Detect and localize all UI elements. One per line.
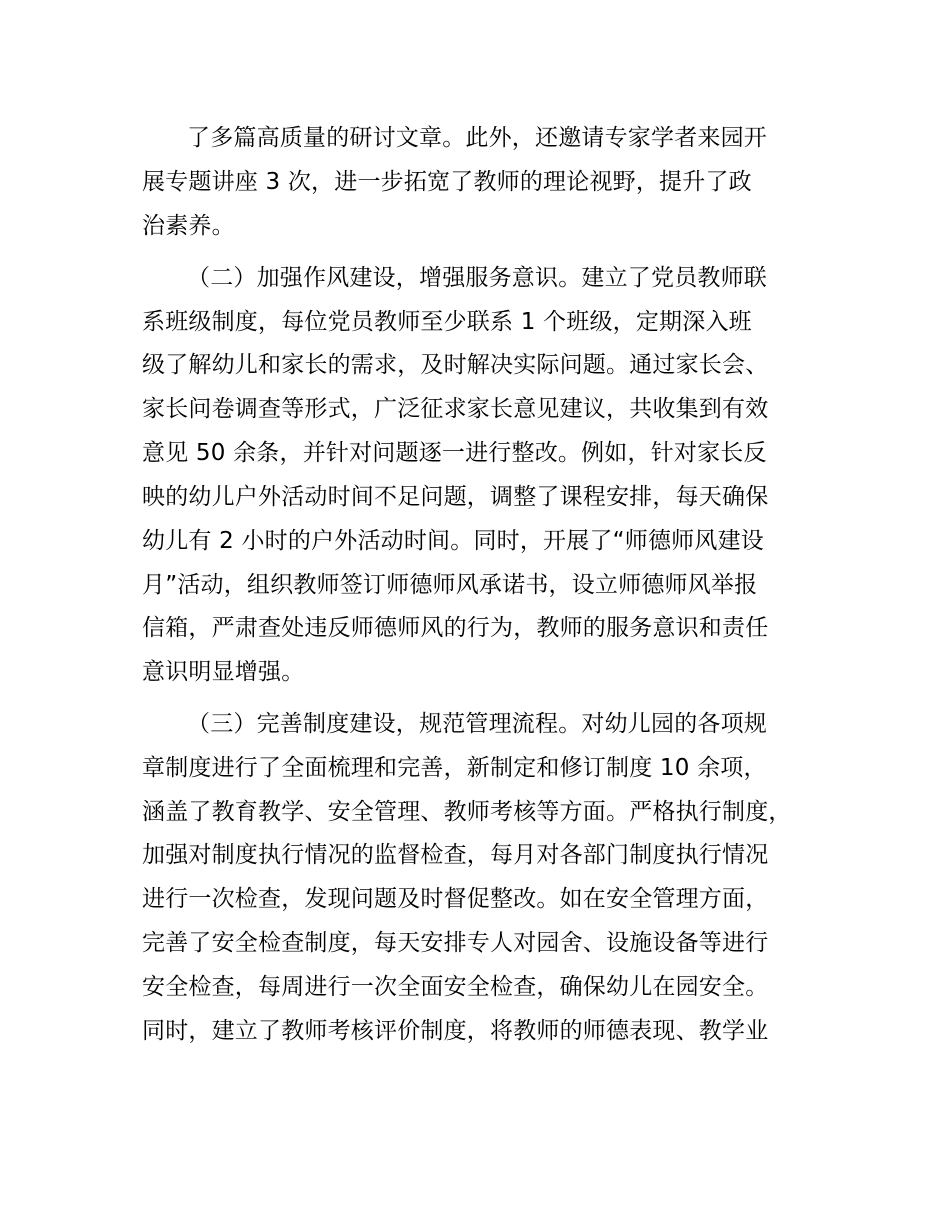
paragraph-2-line-7: 幼儿有 2 小时的户外活动时间。同时，开展了“师德师风建设 xyxy=(142,528,764,554)
paragraph-3-line-3: 涵盖了教育教学、安全管理、教师考核等方面。严格执行制度， xyxy=(142,799,792,825)
paragraph-1-line-2: 展专题讲座 3 次，进一步拓宽了教师的理论视野，提升了政 xyxy=(142,169,752,195)
paragraph-2-line-4: 家长问卷调查等形式，广泛征求家长意见建议，共收集到有效 xyxy=(142,396,769,422)
paragraph-3-line-5: 进行一次检查，发现问题及时督促整改。如在安全管理方面， xyxy=(142,886,769,912)
paragraph-2-line-8: 月”活动，组织教师签订师德师风承诺书，设立师德师风举报 xyxy=(142,572,758,598)
paragraph-2-line-6: 映的幼儿户外活动时间不足问题，调整了课程安排，每天确保 xyxy=(142,484,769,510)
paragraph-3-line-7: 安全检查，每周进行一次全面安全检查，确保幼儿在园安全。 xyxy=(142,974,769,1000)
paragraph-3-line-2: 章制度进行了全面梳理和完善，新制定和修订制度 10 余项， xyxy=(142,755,767,781)
paragraph-2-line-1: （二）加强作风建设，增强服务意识。建立了党员教师联 xyxy=(187,265,767,291)
paragraph-2-line-2: 系班级制度，每位党员教师至少联系 1 个班级，定期深入班 xyxy=(142,309,752,335)
paragraph-2-line-10: 意识明显增强。 xyxy=(142,659,305,685)
paragraph-3-line-6: 完善了安全检查制度，每天安排专人对园舍、设施设备等进行 xyxy=(142,930,769,956)
paragraph-2-line-9: 信箱，严肃查处违反师德师风的行为，教师的服务意识和责任 xyxy=(142,615,769,641)
paragraph-1-line-1: 了多篇高质量的研讨文章。此外，还邀请专家学者来园开 xyxy=(187,125,767,151)
paragraph-1-line-3: 治素养。 xyxy=(142,213,235,239)
paragraph-2-line-3: 级了解幼儿和家长的需求，及时解决实际问题。通过家长会、 xyxy=(142,352,769,378)
paragraph-3-line-8: 同时，建立了教师考核评价制度，将教师的师德表现、教学业 xyxy=(142,1018,769,1044)
paragraph-3-line-4: 加强对制度执行情况的监督检查，每月对各部门制度执行情况 xyxy=(142,842,769,868)
paragraph-3-line-1: （三）完善制度建设，规范管理流程。对幼儿园的各项规 xyxy=(187,711,767,737)
paragraph-2-line-5: 意见 50 余条，并针对问题逐一进行整改。例如，针对家长反 xyxy=(142,440,767,466)
